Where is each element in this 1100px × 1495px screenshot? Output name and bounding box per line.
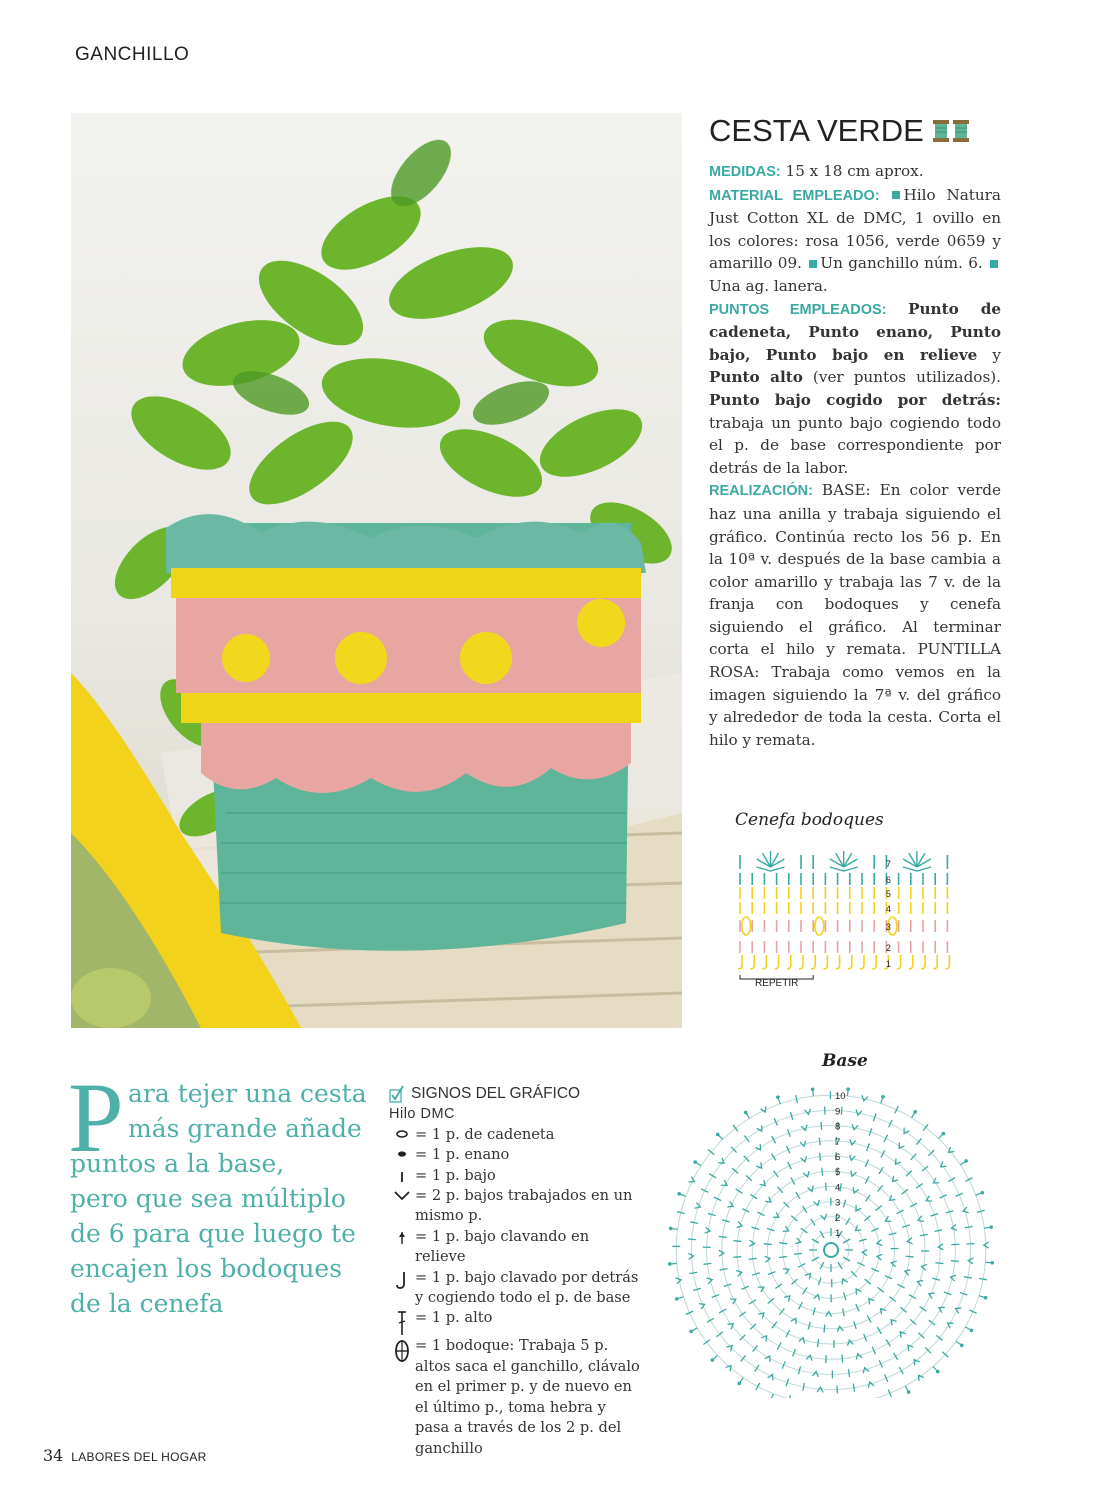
- section-label: GANCHILLO: [75, 44, 190, 65]
- stitch-mark: [896, 1210, 903, 1214]
- legend-item: [389, 1145, 644, 1165]
- stitch-mark: [777, 1343, 781, 1350]
- round-number: 10: [835, 1091, 846, 1103]
- stitch-mark: [964, 1277, 972, 1279]
- row-number: 5: [885, 889, 891, 899]
- stitch-mark: [703, 1340, 709, 1345]
- stitch-mark: [824, 1325, 825, 1333]
- stitch-mark: [753, 1345, 758, 1351]
- relief-stitch-tip: [738, 1382, 742, 1386]
- relief-stitch-tip: [669, 1227, 673, 1231]
- stitch-mark: [688, 1239, 696, 1240]
- legend-text: = 1 p. bajo clavando en relieve: [415, 1227, 590, 1266]
- page-number: 34: [43, 1446, 64, 1465]
- round-ring: [798, 1217, 864, 1283]
- article-body: [709, 160, 1001, 751]
- quote-line: puntos a la base,: [70, 1149, 285, 1178]
- back-loop-mark: [823, 955, 827, 969]
- stitch-mark: [741, 1355, 746, 1361]
- stitch-mark: [719, 1309, 726, 1313]
- base-chart: [668, 1072, 994, 1398]
- stitch-mark: [894, 1353, 898, 1360]
- stitch-mark: [757, 1212, 764, 1216]
- back-loop-mark: [848, 955, 852, 969]
- quote-initial: P: [68, 1062, 124, 1173]
- stitch-mark: [786, 1330, 790, 1337]
- stitch-mark: [889, 1120, 892, 1127]
- relief-stitch-tip: [776, 1095, 780, 1099]
- repeat-label: REPETIR: [755, 978, 799, 989]
- stitch-mark: [779, 1243, 787, 1244]
- stitch-mark: [739, 1312, 745, 1317]
- stitch-mark: [867, 1315, 871, 1322]
- stitch-mark: [703, 1263, 711, 1264]
- stitch-mark: [820, 1231, 824, 1238]
- stitch-mark: [779, 1309, 784, 1315]
- stitch-mark: [842, 1355, 843, 1363]
- legend-text: = 1 bodoque: Trabaja 5 p. altos saca el ganchillo, clávalo en el primer p. y de nuevo en el último p., toma hebra y pasa a través de los 2 p. del ganchillo: [415, 1337, 640, 1457]
- cenefa-chart-title: Cenefa bodoques: [735, 810, 884, 830]
- legend-item: [389, 1336, 644, 1458]
- slip-stitch-icon: [395, 1147, 409, 1159]
- round-number: 1: [835, 1228, 841, 1239]
- relief-stitch-tip: [970, 1329, 974, 1333]
- stitch-mark: [848, 1369, 849, 1377]
- stitch-mark: [899, 1367, 903, 1374]
- stitch-mark: [772, 1154, 776, 1161]
- relief-stitch-tip: [989, 1225, 993, 1229]
- magazine-name: LABORES DEL HOGAR: [71, 1450, 207, 1464]
- crochet-basket-with-mint-photo: [71, 113, 682, 1028]
- legend-text: = 1 p. de cadeneta: [415, 1125, 555, 1143]
- stitch-mark: [749, 1300, 756, 1304]
- increase-mark: [928, 1291, 935, 1299]
- round-ring: [783, 1202, 880, 1299]
- legend-item: [389, 1166, 644, 1186]
- stitch-mark: [794, 1253, 802, 1254]
- stitch-mark: [821, 1122, 822, 1130]
- stitch-mark: [865, 1195, 870, 1202]
- stitch-mark: [796, 1095, 798, 1103]
- back-loop-mark: [738, 955, 742, 969]
- stitch-mark: [811, 1219, 815, 1226]
- stitch-mark: [708, 1150, 714, 1155]
- stitch-mark: [798, 1264, 805, 1268]
- increase-icon: [393, 1188, 411, 1202]
- back-loop-mark: [775, 955, 779, 969]
- stitch-mark: [779, 1256, 787, 1257]
- relief-stitch-tip: [984, 1296, 988, 1300]
- stitch-mark: [843, 1257, 850, 1261]
- row-number: 4: [885, 904, 891, 914]
- relief-stitch-tip: [811, 1087, 815, 1091]
- quote-line: pero que sea múltiplo: [70, 1184, 346, 1213]
- stitch-mark: [906, 1256, 914, 1257]
- legend-text: = 1 p. bajo: [415, 1166, 496, 1184]
- relief-stitch-tip: [913, 1110, 917, 1114]
- increase-mark: [719, 1250, 724, 1256]
- stitch-mark: [744, 1136, 749, 1142]
- puntos-paragraph: [709, 298, 1001, 480]
- puntos-alto: Punto alto: [709, 368, 803, 387]
- row-number: 7: [885, 859, 891, 869]
- increase-mark: [783, 1226, 790, 1234]
- relief-stitch-tip: [881, 1095, 885, 1099]
- stitch-mark: [886, 1340, 890, 1347]
- legend-text: = 2 p. bajos trabajados en un mismo p.: [415, 1187, 633, 1225]
- stitch-mark: [885, 1276, 892, 1279]
- stitch-mark: [772, 1136, 776, 1143]
- round-number: 3: [835, 1197, 841, 1209]
- quote-line: de la cenefa: [70, 1289, 224, 1318]
- legend-subtitle: Hilo DMC: [389, 1106, 456, 1123]
- stitch-mark: [841, 1107, 842, 1115]
- stitch-mark: [948, 1178, 955, 1182]
- back-loop-mark: [836, 955, 840, 969]
- back-loop-mark: [897, 955, 901, 969]
- round-ring: [707, 1126, 956, 1375]
- stitch-mark: [799, 1302, 803, 1309]
- bobble-icon: [393, 1338, 411, 1364]
- material-item-3: Una ag. lanera.: [709, 276, 828, 295]
- relief-stitch-tip: [990, 1261, 994, 1265]
- legend-item: [389, 1186, 644, 1227]
- stitch-mark: [884, 1135, 888, 1142]
- stitch-mark: [709, 1174, 716, 1178]
- fan-base-mark: [903, 867, 931, 871]
- stitch-mark: [909, 1295, 916, 1299]
- relief-stitch-tip: [907, 1390, 911, 1394]
- puntos-label: PUNTOS EMPLEADOS:: [709, 301, 887, 318]
- stitch-mark: [897, 1284, 904, 1288]
- legend-item: [389, 1227, 644, 1268]
- quote-line: más grande añade: [128, 1114, 362, 1143]
- round-number: 9: [835, 1106, 841, 1118]
- punto-bajo-detras-label: Punto bajo cogido por detrás:: [709, 390, 1001, 409]
- stitch-mark: [764, 1244, 772, 1245]
- relief-stitch-tip: [716, 1133, 720, 1137]
- round-number: 4: [835, 1182, 841, 1194]
- row-number: 3: [885, 922, 891, 932]
- back-loop-mark: [921, 955, 925, 969]
- fan-base-mark: [757, 867, 785, 871]
- stitch-mark: [791, 1178, 795, 1185]
- article-title-text: CESTA VERDE: [709, 113, 924, 148]
- back-loop-mark: [799, 955, 803, 969]
- legend-item: [389, 1308, 644, 1336]
- stitch-mark: [775, 1284, 782, 1289]
- relief-stitch-tip: [846, 1087, 850, 1091]
- round-number: 2: [835, 1212, 841, 1224]
- stitch-mark: [838, 1262, 842, 1269]
- back-loop-mark: [909, 955, 913, 969]
- back-loop-stitch-icon: [395, 1270, 409, 1290]
- relief-stitch-tip: [711, 1358, 715, 1362]
- back-loop-mark: [933, 955, 937, 969]
- stitch-mark: [720, 1269, 728, 1270]
- stitch-mark: [843, 1239, 850, 1243]
- back-loop-mark: [811, 955, 815, 969]
- stitch-mark: [853, 1384, 854, 1392]
- stitch-mark: [689, 1272, 697, 1273]
- round-number: 8: [835, 1121, 841, 1133]
- round-ring: [813, 1232, 849, 1268]
- relief-stitch-tip: [677, 1192, 681, 1196]
- realizacion-text: BASE: En color verde haz una anilla y trabaja siguiendo el gráfico. Continúa recto los 56 p. En la 10ª v. después de la base cambia a color amarillo y trabaja las 7 v. de la franja con bodoques y cenefa siguiendo el gráfico. Al terminar corta el hilo y remata. PUNTILLA ROSA: Trabaja como vemos en la imagen siguiendo la 7ª v. del gráfico y alrededor de toda la cesta. Corta el hilo y remata.: [709, 481, 1001, 749]
- stitch-mark: [796, 1192, 800, 1199]
- back-loop-mark: [860, 955, 864, 969]
- stitch-mark: [979, 1278, 987, 1280]
- back-loop-mark: [945, 955, 949, 969]
- relief-stitch-mark: [771, 1394, 774, 1398]
- round-number: 7: [835, 1136, 841, 1148]
- stitch-mark: [865, 1176, 869, 1183]
- stitch-mark: [879, 1167, 883, 1174]
- relief-stitch-icon: [395, 1229, 409, 1245]
- base-chart-title: Base: [822, 1051, 868, 1071]
- back-loop-mark: [787, 955, 791, 969]
- stitch-mark: [820, 1262, 824, 1269]
- relief-stitch-tip: [675, 1297, 679, 1301]
- row-number: 6: [885, 875, 891, 885]
- legend-text: = 1 p. enano: [415, 1146, 510, 1164]
- quote-line: de 6 para que luego te: [70, 1219, 356, 1248]
- legend-item: [389, 1268, 644, 1309]
- round-number: 6: [835, 1152, 841, 1163]
- chart-legend: [389, 1084, 644, 1459]
- back-loop-mark: [872, 955, 876, 969]
- increase-mark: [938, 1244, 943, 1250]
- stitch-mark: [965, 1226, 973, 1227]
- magic-ring: [824, 1243, 838, 1257]
- double-crochet-icon: [395, 1310, 409, 1336]
- round-number: 5: [835, 1167, 841, 1179]
- round-ring: [691, 1110, 970, 1389]
- puntos-note: (ver puntos utilizados).: [802, 368, 1001, 387]
- material-item-1: Hilo Natura Just Cotton XL de DMC, 1 ovillo en los colores: rosa 1056, verde 0659 y amarillo 09.: [709, 185, 1001, 273]
- stitch-mark: [843, 1308, 845, 1316]
- fan-base-mark: [830, 867, 858, 871]
- legend-text: = 1 p. bajo clavado por detrás y cogiendo todo el p. de base: [415, 1268, 639, 1307]
- stitch-mark: [935, 1263, 943, 1264]
- stitch-mark: [690, 1222, 698, 1224]
- bobble-mark: [815, 917, 824, 935]
- stitch-mark: [717, 1332, 723, 1337]
- chain-stitch-icon: [395, 1127, 409, 1139]
- stitch-mark: [749, 1258, 757, 1259]
- increase-mark: [826, 1311, 832, 1316]
- puntos-list: Punto de cadeneta, Punto enano, Punto bajo, Punto bajo en relieve: [709, 299, 1002, 364]
- medidas-paragraph: [709, 160, 1001, 184]
- bullet-square-icon: [990, 260, 998, 268]
- stitch-mark: [916, 1138, 921, 1144]
- stitch-mark: [803, 1287, 807, 1294]
- increase-mark: [688, 1253, 693, 1259]
- article-title: [709, 113, 972, 149]
- material-label: MATERIAL EMPLEADO:: [709, 187, 880, 204]
- single-crochet-icon: [395, 1168, 409, 1184]
- stitch-mark: [755, 1365, 759, 1372]
- stitch-mark: [951, 1261, 959, 1262]
- legend-title: SIGNOS DEL GRÁFICO: [411, 1085, 581, 1102]
- stitch-mark: [774, 1171, 779, 1177]
- relief-stitch-tip: [936, 1370, 940, 1374]
- stitch-mark: [826, 1183, 827, 1191]
- stitch-mark: [803, 1383, 805, 1391]
- bobble-mark: [742, 917, 751, 935]
- thread-spools-icon: [932, 118, 972, 144]
- relief-stitch-tip: [981, 1191, 985, 1195]
- basket-photo: [71, 113, 682, 1028]
- quote-line: encajen los bodoques: [70, 1254, 343, 1283]
- stitch-mark: [916, 1184, 922, 1189]
- relief-stitch-tip: [668, 1262, 672, 1266]
- medidas-label: MEDIDAS:: [709, 164, 781, 180]
- relief-stitch-tip: [689, 1330, 693, 1334]
- back-loop-mark: [750, 955, 754, 969]
- stitch-mark: [881, 1150, 885, 1157]
- medidas-text: 15 x 18 cm aprox.: [780, 162, 924, 180]
- relief-stitch-tip: [942, 1132, 946, 1136]
- legend-text: = 1 p. alto: [415, 1309, 493, 1327]
- relief-stitch-tip: [693, 1160, 697, 1164]
- stitch-mark: [803, 1206, 807, 1213]
- back-loop-mark: [762, 955, 766, 969]
- legend-item: [389, 1125, 644, 1145]
- stitch-mark: [877, 1327, 881, 1334]
- round-ring: [752, 1171, 910, 1329]
- stitch-mark: [733, 1257, 741, 1258]
- stitch-mark: [936, 1335, 942, 1340]
- stitch-mark: [819, 1137, 820, 1145]
- pull-quote: [68, 1062, 370, 1321]
- relief-stitch-tip: [960, 1344, 964, 1348]
- stitch-mark: [878, 1287, 884, 1292]
- stitch-mark: [719, 1236, 727, 1237]
- row-number: 1: [885, 959, 891, 969]
- stitch-mark: [733, 1125, 738, 1131]
- relief-stitch-tip: [744, 1111, 748, 1115]
- realizacion-paragraph: [709, 479, 1001, 751]
- stitch-mark: [940, 1195, 947, 1198]
- stitch-mark: [902, 1189, 908, 1194]
- stitch-mark: [935, 1230, 943, 1231]
- stitch-mark: [801, 1228, 807, 1233]
- increase-mark: [727, 1202, 734, 1210]
- cenefa-chart: [730, 835, 960, 995]
- round-ring: [722, 1141, 940, 1359]
- stitch-mark: [820, 1153, 821, 1161]
- stitch-mark: [750, 1194, 757, 1199]
- stitch-mark: [788, 1395, 790, 1398]
- material-item-2: Un ganchillo núm. 6.: [820, 254, 983, 273]
- stitch-mark: [878, 1185, 883, 1191]
- stitch-mark: [818, 1339, 819, 1347]
- stitch-mark: [929, 1320, 935, 1325]
- stitch-mark: [701, 1189, 708, 1192]
- stitch-mark: [965, 1178, 972, 1182]
- stitch-mark: [788, 1162, 792, 1169]
- puntos-y: y: [977, 345, 1001, 364]
- stitch-mark: [812, 1239, 819, 1243]
- checkmark-icon: [389, 1085, 405, 1103]
- stitch-mark: [910, 1203, 917, 1207]
- stitch-mark: [812, 1257, 819, 1261]
- stitch-mark: [923, 1124, 928, 1130]
- stitch-mark: [822, 1168, 823, 1176]
- stitch-mark: [736, 1189, 743, 1193]
- stitch-mark: [733, 1241, 741, 1242]
- realizacion-label: REALIZACIÓN:: [709, 483, 813, 500]
- legend-header: [389, 1084, 644, 1104]
- material-paragraph: [709, 184, 1001, 298]
- row-number: 2: [885, 943, 891, 953]
- page-footer: [43, 1446, 207, 1465]
- stitch-mark: [920, 1234, 928, 1235]
- stitch-mark: [846, 1218, 850, 1225]
- quote-line: ara tejer una cesta: [128, 1079, 367, 1108]
- stitch-mark: [920, 1307, 927, 1311]
- punto-bajo-detras-desc: trabaja un punto bajo cogiendo todo el p. de base correspondiente por detrás de la labor.: [709, 413, 1001, 477]
- stitch-mark: [772, 1322, 777, 1328]
- stitch-mark: [890, 1297, 896, 1302]
- bullet-square-icon: [892, 191, 900, 199]
- stitch-mark: [756, 1383, 760, 1390]
- stitch-mark: [707, 1318, 714, 1322]
- relief-stitch-tip: [964, 1159, 968, 1163]
- bullet-square-icon: [809, 260, 817, 268]
